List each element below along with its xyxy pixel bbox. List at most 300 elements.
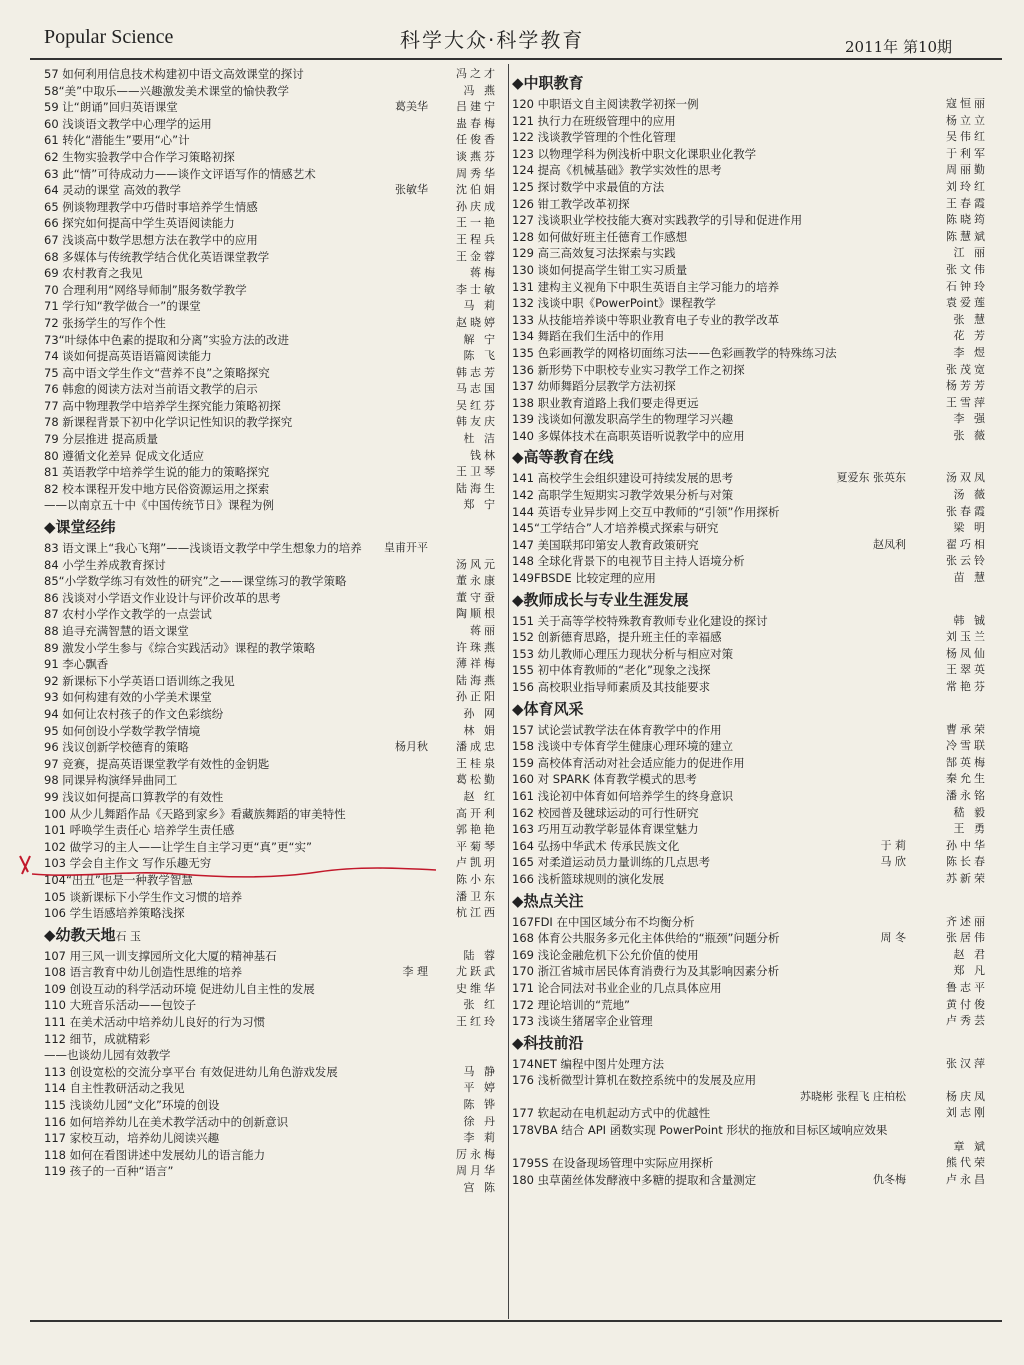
entry-author: 汤 薇 xyxy=(953,488,988,502)
toc-entry xyxy=(44,182,498,199)
entry-title: 156 高校职业指导师素质及其技能要求 xyxy=(512,680,711,694)
entry-title: 79 分层推进 提高质量 xyxy=(44,432,158,447)
toc-entry xyxy=(512,196,988,213)
entry-author: 陶顺根 xyxy=(456,607,498,621)
entry-title: 138 职业教育道路上我们要走得更远 xyxy=(512,395,699,410)
entry-author: 冯之才 xyxy=(456,67,498,80)
entry-title: 125 探讨数学中求最值的方法 xyxy=(512,179,665,194)
entry-title: 104“出丑”也是一种教学智慧 xyxy=(44,872,193,887)
entry-author: 韩友庆 xyxy=(456,415,498,429)
toc-entry xyxy=(44,673,498,690)
entry-author: 宫 陈 xyxy=(463,1181,498,1194)
toc-entry xyxy=(44,381,498,398)
entry-author: 解 宁 xyxy=(463,332,498,346)
toc-entry xyxy=(44,83,498,100)
entry-title: 118 如何在看图讲述中发展幼儿的语言能力 xyxy=(44,1147,266,1162)
entry-title: 68 多媒体与传统教学结合优化英语课堂教学 xyxy=(44,249,270,264)
toc-entry xyxy=(512,212,988,229)
entry-author: 齐述丽 xyxy=(946,914,988,928)
entry-title: 158 浅谈中专体育学生健康心理环境的建立 xyxy=(512,739,734,754)
entry-author: 潘成忠 xyxy=(456,740,498,754)
entry-author: 王春霞 xyxy=(946,196,988,210)
entry-title: 101 呼唤学生责任心 培养学生责任感 xyxy=(44,823,235,838)
toc-entry xyxy=(44,1114,498,1131)
toc-entry xyxy=(512,821,988,838)
toc-entry xyxy=(44,1047,498,1064)
entry-title: 96 浅议创新学校德育的策略 xyxy=(44,740,189,755)
entry-author: 董永康 xyxy=(456,574,498,588)
toc-entry xyxy=(44,215,498,232)
entry-title: 112 细节，成就精彩 xyxy=(44,1031,151,1046)
entry-author: 蛊春梅 xyxy=(456,116,498,130)
toc-entry xyxy=(44,557,498,574)
entry-author: 刘玲红 xyxy=(946,179,988,193)
entry-author: 周月华 xyxy=(456,1164,498,1178)
entry-title: 166 浅析篮球规则的演化发展 xyxy=(512,871,665,886)
entry-title: 155 初中体育教师的“老化”现象之浅探 xyxy=(512,663,711,678)
toc-entry xyxy=(44,232,498,249)
entry-author: 张文伟 xyxy=(946,262,988,276)
entry-title: 84 小学生养成教育探讨 xyxy=(44,557,166,572)
entry-title: 164 弘扬中华武术 传承民族文化 xyxy=(512,838,680,853)
entry-title: 141 高校学生会组织建设可持续发展的思考 xyxy=(512,471,734,486)
toc-entry xyxy=(44,448,498,465)
entry-title: 177 软起动在电机起动方式中的优越性 xyxy=(512,1106,711,1121)
entry-author: 周秀华 xyxy=(456,166,498,180)
entry-author: 陆海生 xyxy=(456,481,498,495)
entry-title: 71 学行知“教学做合一”的课堂 xyxy=(44,299,201,314)
toc-entry xyxy=(512,328,988,345)
entry-author: 蒋丽 xyxy=(470,624,498,637)
toc-entry xyxy=(44,640,498,657)
toc-entry xyxy=(44,689,498,706)
entry-author: 陈晓筠 xyxy=(946,213,988,227)
entry-title: 170 浙江省城市居民体育消费行为及其影响因素分析 xyxy=(512,964,780,979)
entry-title: ——以南京五十中《中国传统节日》课程为例 xyxy=(44,498,274,513)
entry-author: 任俊香 xyxy=(456,133,498,147)
entry-coauthor: 李 理 xyxy=(402,965,428,979)
entry-title: 126 钳工教学改革初探 xyxy=(512,196,630,211)
entry-coauthor: 于 莉 xyxy=(880,838,906,852)
toc-entry xyxy=(44,265,498,282)
entry-title: 61 转化“潜能生”要用“心”计 xyxy=(44,133,190,148)
entry-title: 121 执行力在班级管理中的应用 xyxy=(512,113,676,128)
entry-title: 127 浅谈职业学校技能大赛对实践教学的引导和促进作用 xyxy=(512,213,803,228)
entry-title: 106 学生语感培养策略浅探 xyxy=(44,906,185,921)
entry-author: 袁爱莲 xyxy=(946,296,988,310)
entry-title: 95 如何创设小学数学教学情境 xyxy=(44,723,201,738)
entry-author: 钱林 xyxy=(470,448,498,462)
toc-entry xyxy=(512,1013,988,1030)
entry-author: 厉永梅 xyxy=(456,1147,498,1161)
entry-author: 赵 红 xyxy=(463,789,498,803)
entry-title: 78 新课程背景下初中化学识记性知识的教学探究 xyxy=(44,415,293,430)
entry-author: 董守蚕 xyxy=(456,590,498,604)
entry-title: 120 中职语文自主阅读教学初探一例 xyxy=(512,97,699,111)
entry-author: 张茂宽 xyxy=(946,362,988,376)
entry-author: 王桂泉 xyxy=(456,756,498,770)
toc-entry xyxy=(44,1147,498,1164)
entry-author: 王 勇 xyxy=(953,822,988,836)
toc-entry xyxy=(512,411,988,428)
entry-author: 翟巧相 xyxy=(946,537,988,551)
toc-entry xyxy=(512,487,988,504)
entry-author: 王程兵 xyxy=(456,232,498,246)
toc-entry xyxy=(512,279,988,296)
toc-entry xyxy=(512,1139,988,1156)
entry-title: 123 以物理学科为例浅析中职文化课职业化教学 xyxy=(512,146,757,161)
entry-author: 张春霞 xyxy=(946,504,988,518)
toc-entry xyxy=(44,706,498,723)
toc-entry xyxy=(512,1072,988,1089)
section-heading xyxy=(512,1030,988,1056)
entry-coauthor: 皇甫开平 xyxy=(384,541,428,555)
entry-author: 韩志芳 xyxy=(456,365,498,379)
entry-author: 马 静 xyxy=(463,1064,498,1078)
entry-author: 赵 君 xyxy=(953,947,988,961)
section-heading xyxy=(512,444,988,470)
entry-author: 卢凯玥 xyxy=(456,856,498,870)
toc-entry xyxy=(44,1080,498,1097)
entry-title: 77 高中物理教学中培养学生探究能力策略初探 xyxy=(44,398,281,413)
header-rule xyxy=(30,58,1002,60)
entry-author: 刘志刚 xyxy=(946,1106,988,1120)
toc-entry xyxy=(512,428,988,445)
toc-entry xyxy=(512,613,988,630)
toc-entry xyxy=(44,756,498,773)
entry-title: 117 家校互动，培养幼儿阅读兴趣 xyxy=(44,1131,220,1146)
toc-entry xyxy=(512,771,988,788)
toc-entry xyxy=(512,295,988,312)
toc-entry xyxy=(44,623,498,640)
entry-title: 137 幼师舞蹈分层教学方法初探 xyxy=(512,379,676,394)
toc-entry xyxy=(44,723,498,740)
entry-title: 130 谈如何提高学生钳工实习质量 xyxy=(512,262,688,277)
entry-title: 176 浅析微型计算机在数控系统中的发展及应用 xyxy=(512,1073,757,1088)
entry-author: 陈长春 xyxy=(946,855,988,869)
entry-title: 58“美”中取乐——兴趣激发美术课堂的愉快教学 xyxy=(44,83,290,98)
entry-author: 曹承荣 xyxy=(946,722,988,736)
entry-title: 81 英语教学中培养学生说的能力的策略探究 xyxy=(44,465,270,480)
entry-author: 杨庆凤 xyxy=(946,1089,988,1103)
entry-author: 陆 蓉 xyxy=(463,948,498,962)
toc-entry xyxy=(512,553,988,570)
entry-title: 62 生物实验教学中合作学习策略初探 xyxy=(44,149,235,164)
entry-title: 69 农村教育之我见 xyxy=(44,266,143,281)
toc-entry xyxy=(512,679,988,696)
entry-author: 郑 凡 xyxy=(953,964,988,978)
toc-entry xyxy=(44,948,498,965)
section-heading xyxy=(512,587,988,613)
entry-title: 113 创设宽松的交流分享平台 有效促进幼儿角色游戏发展 xyxy=(44,1064,338,1079)
entry-author: 薄祥梅 xyxy=(456,657,498,671)
toc-entry xyxy=(512,504,988,521)
entry-author: 潘卫东 xyxy=(456,889,498,903)
toc-entry xyxy=(512,722,988,739)
entry-title: 169 浅论金融危机下公允价值的使用 xyxy=(512,947,699,962)
toc-entry xyxy=(512,262,988,279)
entry-coauthor: 张敏华 xyxy=(395,183,428,197)
entry-title: 64 灵动的课堂 高效的教学 xyxy=(44,183,181,198)
entry-author: 卢秀芸 xyxy=(946,1014,988,1028)
entry-author: 尤跃武 xyxy=(456,965,498,979)
toc-entry xyxy=(44,573,498,590)
toc-entry xyxy=(512,871,988,888)
entry-title: 128 如何做好班主任德育工作感想 xyxy=(512,229,688,244)
entry-author: 孙中华 xyxy=(946,838,988,852)
toc-entry xyxy=(512,470,988,487)
section-title: ◆科技前沿 xyxy=(512,1033,584,1052)
toc-entry xyxy=(44,431,498,448)
entry-author: 吴伟红 xyxy=(946,130,988,144)
entry-title: 152 创新德育思路，提升班主任的幸福感 xyxy=(512,630,722,645)
entry-title: 1795S 在设备现场管理中实际应用探析 xyxy=(512,1156,714,1171)
toc-entry xyxy=(44,964,498,981)
entry-author: 陆海燕 xyxy=(456,673,498,687)
entry-author: 赵晓婷 xyxy=(456,315,498,329)
entry-title: 151 关于高等学校特殊教育教师专业化建设的探讨 xyxy=(512,613,768,628)
entry-author: 李士敏 xyxy=(456,282,498,296)
toc-entry xyxy=(512,520,988,537)
entry-author: 苏新荣 xyxy=(946,871,988,885)
entry-title: 173 浅谈生猪屠宰企业管理 xyxy=(512,1014,653,1029)
handwritten-underline-mark xyxy=(18,848,438,884)
entry-title: 119 孩子的一百种“语言” xyxy=(44,1164,174,1179)
entry-coauthor: 葛美华 xyxy=(395,100,428,114)
entry-author: 张居伟 xyxy=(946,931,988,945)
entry-title: 91 李心飘香 xyxy=(44,657,109,672)
entry-title: 163 巧用互动教学彰显体育课堂魅力 xyxy=(512,822,699,837)
entry-title: 153 幼儿教师心理压力现状分析与相应对策 xyxy=(512,646,734,661)
section-title: ◆中职教育 xyxy=(512,74,584,92)
entry-title: 72 张扬学生的写作个性 xyxy=(44,315,166,330)
entry-title: 124 提高《机械基础》教学实效性的思考 xyxy=(512,163,722,178)
entry-title: 105 谈新课标下小学生作文习惯的培养 xyxy=(44,889,243,904)
entry-author: 平 婷 xyxy=(463,1081,498,1095)
toc-entry xyxy=(44,66,498,83)
toc-entry xyxy=(512,162,988,179)
entry-author: 王雪萍 xyxy=(946,395,988,409)
entry-author: 张汉萍 xyxy=(946,1056,988,1070)
entry-title: 144 英语专业异步网上交互中教师的“引领”作用探析 xyxy=(512,504,780,519)
entry-author: 张 红 xyxy=(463,998,498,1012)
toc-entry xyxy=(512,245,988,262)
toc-entry xyxy=(512,537,988,554)
toc-entry xyxy=(512,570,988,587)
entry-author: 蒋梅 xyxy=(470,266,498,280)
entry-title: 148 全球化背景下的电视节目主持人语境分析 xyxy=(512,554,745,569)
toc-entry xyxy=(44,1130,498,1147)
entry-title: 59 让“朗诵”回归英语课堂 xyxy=(44,100,178,115)
toc-entry xyxy=(512,980,988,997)
entry-title: 161 浅论初中体育如何培养学生的终身意识 xyxy=(512,788,734,803)
toc-entry xyxy=(512,129,988,146)
toc-entry xyxy=(44,497,498,514)
entry-author: 熊代荣 xyxy=(946,1156,988,1170)
toc-entry xyxy=(44,481,498,498)
entry-title: 75 高中语文学生作文“营养不良”之策略探究 xyxy=(44,365,270,380)
entry-author: 汤风元 xyxy=(456,557,498,571)
toc-entry xyxy=(44,1031,498,1048)
toc-entry xyxy=(44,199,498,216)
entry-title: 70 合理利用“网络导师制”服务数学教学 xyxy=(44,282,247,297)
entry-title: 103 学会自主作文 写作乐趣无穷 xyxy=(44,856,212,871)
toc-entry xyxy=(512,1155,988,1172)
toc-entry xyxy=(512,662,988,679)
entry-author: 韩 铖 xyxy=(953,613,988,627)
entry-title: 97 竞赛，提高英语课堂教学有效性的金钥匙 xyxy=(44,756,270,771)
entry-title: 132 浅谈中职《PowerPoint》课程教学 xyxy=(512,296,716,311)
toc-entry xyxy=(44,739,498,756)
header-right: 2011年 第10期 xyxy=(845,38,953,56)
entry-title: 136 新形势下中职校专业实习教学工作之初探 xyxy=(512,362,745,377)
toc-entry xyxy=(44,540,498,557)
entry-author: 石钟玲 xyxy=(946,279,988,293)
entry-title: 115 浅谈幼儿园“文化”环境的创设 xyxy=(44,1098,220,1113)
entry-title: 140 多媒体技术在高职英语听说教学中的应用 xyxy=(512,428,745,443)
entry-coauthor: 周 冬 xyxy=(880,931,906,945)
column-divider xyxy=(508,64,509,1319)
entry-author: 章 斌 xyxy=(953,1139,988,1153)
entry-author: 陈 飞 xyxy=(463,349,498,363)
toc-entry xyxy=(512,997,988,1014)
entry-title: 100 从少儿舞蹈作品《天路到家乡》看藏族舞蹈的审美特性 xyxy=(44,806,346,821)
toc-entry xyxy=(44,1097,498,1114)
toc-entry xyxy=(44,348,498,365)
toc-entry xyxy=(512,1056,988,1073)
entry-title: 180 虫草菌丝体发酵液中多糖的提取和含量测定 xyxy=(512,1172,757,1187)
toc-entry xyxy=(44,789,498,806)
entry-title: 67 浅谈高中数学思想方法在教学中的应用 xyxy=(44,232,258,247)
entry-title: 108 语言教育中幼儿创造性思维的培养 xyxy=(44,965,243,980)
entry-author: 孙庆成 xyxy=(456,199,498,213)
entry-title: 131 建构主义视角下中职生英语自主学习能力的培养 xyxy=(512,279,780,294)
toc-entry xyxy=(44,166,498,183)
entry-title: 83 语文课上“我心飞翔”——浅谈语文教学中学生想象力的培养 xyxy=(44,541,362,556)
entry-title: 160 对 SPARK 体育教学模式的思考 xyxy=(512,772,697,787)
entry-title: 74 谈如何提高英语语篇阅读能力 xyxy=(44,349,212,364)
entry-author: 王红玲 xyxy=(456,1015,498,1029)
entry-title: 107 用三风一训支撑园所文化大厦的精神基石 xyxy=(44,948,277,963)
header-left: Popular Science xyxy=(44,26,174,48)
entry-title: 98 同课异构演绎异曲同工 xyxy=(44,773,178,788)
entry-title: 86 浅谈对小学语文作业设计与评价改革的思考 xyxy=(44,590,281,605)
toc-entry xyxy=(512,755,988,772)
entry-title: 178VBA 结合 API 函数实现 PowerPoint 形状的拖放和目标区域响应效果 xyxy=(512,1123,888,1138)
entry-author: 葛松勤 xyxy=(456,773,498,787)
toc-entry xyxy=(512,362,988,379)
toc-entry xyxy=(44,282,498,299)
toc-entry xyxy=(512,378,988,395)
entry-title: 147 美国联邦印第安人教育政策研究 xyxy=(512,537,699,552)
toc-entry xyxy=(44,365,498,382)
toc-entry xyxy=(44,889,498,906)
entry-title: 114 自主性教研活动之我见 xyxy=(44,1081,185,1096)
toc-entry xyxy=(44,1064,498,1081)
toc-entry xyxy=(44,298,498,315)
toc-entry xyxy=(512,854,988,871)
toc-entry xyxy=(512,646,988,663)
entry-title: 142 高职学生短期实习教学效果分析与对策 xyxy=(512,488,734,503)
toc-entry xyxy=(512,96,988,113)
toc-entry xyxy=(512,930,988,947)
entry-author: 李 莉 xyxy=(463,1131,498,1145)
entry-title: 122 浅谈教学管理的个性化管理 xyxy=(512,130,676,145)
entry-title: 88 追寻充满智慧的语文课堂 xyxy=(44,624,189,638)
entry-author: 汤双凤 xyxy=(946,471,988,485)
entry-author: 孙 网 xyxy=(463,706,498,720)
entry-author: 江 丽 xyxy=(953,246,988,260)
entry-title: 135 色彩画教学的网格切面练习法——色彩画教学的特殊练习法 xyxy=(512,345,837,360)
toc-entry xyxy=(44,822,498,839)
entry-author: 陈慧斌 xyxy=(946,229,988,243)
toc-entry xyxy=(512,947,988,964)
toc-entry xyxy=(44,772,498,789)
entry-title: 162 校园普及毽球运动的可行性研究 xyxy=(512,805,699,820)
entry-title: 73“叶绿体中色素的提取和分离”实验方法的改进 xyxy=(44,332,290,347)
entry-author: 常艳芬 xyxy=(946,680,988,693)
entry-coauthor: 仇冬梅 xyxy=(873,1172,906,1186)
entry-author: 徐 丹 xyxy=(463,1114,498,1128)
entry-author: 陈小东 xyxy=(456,872,498,886)
entry-title: ——也谈幼儿园有效教学 xyxy=(44,1048,171,1063)
entry-author: 谈燕芬 xyxy=(456,149,498,163)
entry-author: 杨凤仙 xyxy=(946,646,988,660)
toc-entry-tail xyxy=(44,1180,498,1197)
entry-author: 杭江西 xyxy=(456,906,498,920)
entry-author: 王金蓉 xyxy=(456,249,498,263)
entry-title: 174NET 编程中图片处理方法 xyxy=(512,1056,664,1071)
entry-author: 王卫琴 xyxy=(456,465,498,479)
toc-entry xyxy=(44,249,498,266)
toc-entry xyxy=(512,146,988,163)
entry-author: 高开利 xyxy=(456,806,498,820)
toc-entry xyxy=(44,132,498,149)
entry-title: 116 如何培养幼儿在美术教学活动中的创新意识 xyxy=(44,1114,289,1129)
entry-author: 鲁志平 xyxy=(946,980,988,994)
entry-title: 63 此“情”可待成动力——谈作文评语写作的情感艺术 xyxy=(44,166,316,181)
entry-title: 85“小学数学练习有效性的研究”之——课堂练习的教学策略 xyxy=(44,574,347,589)
entry-title: 133 从技能培养谈中等职业教育电子专业的教学改革 xyxy=(512,312,780,327)
entry-author: 沈伯娟 xyxy=(456,183,498,197)
header-center: 科学大众·科学教育 xyxy=(400,28,585,52)
entry-author: 冯 燕 xyxy=(463,83,498,97)
section-title: ◆课堂经纬 xyxy=(44,518,116,537)
entry-title: 82 校本课程开发中地方民俗资源运用之探索 xyxy=(44,481,270,496)
section-title: ◆体育风采 xyxy=(512,699,584,718)
section-title: ◆幼教天地 xyxy=(44,925,116,944)
entry-author: 吕建宁 xyxy=(456,100,498,114)
entry-author: 冷雪联 xyxy=(946,739,988,753)
entry-title: 165 对柔道运动员力量训练的几点思考 xyxy=(512,855,711,870)
entry-title: 129 高三高效复习法探索与实践 xyxy=(512,246,676,261)
toc-entry xyxy=(512,179,988,196)
entry-author: 王一艳 xyxy=(456,216,498,230)
toc-entry xyxy=(44,414,498,431)
section-title: ◆教师成长与专业生涯发展 xyxy=(512,590,689,609)
toc-entry xyxy=(44,315,498,332)
entry-author: 郭艳艳 xyxy=(456,823,498,837)
toc-entry xyxy=(44,905,498,922)
toc-entry xyxy=(44,997,498,1014)
entry-author: 许珠燕 xyxy=(456,640,498,654)
toc-entry xyxy=(44,606,498,623)
entry-title: 102 做学习的主人——让学生自主学习更“真”更“实” xyxy=(44,839,312,854)
entry-title: 92 新课标下小学英语口语训练之我见 xyxy=(44,673,235,688)
entry-author: 寇恒丽 xyxy=(946,97,988,110)
entry-title: 89 激发小学生参与《综合实践活动》课程的教学策略 xyxy=(44,640,316,655)
entry-author: 杜 洁 xyxy=(463,432,498,446)
